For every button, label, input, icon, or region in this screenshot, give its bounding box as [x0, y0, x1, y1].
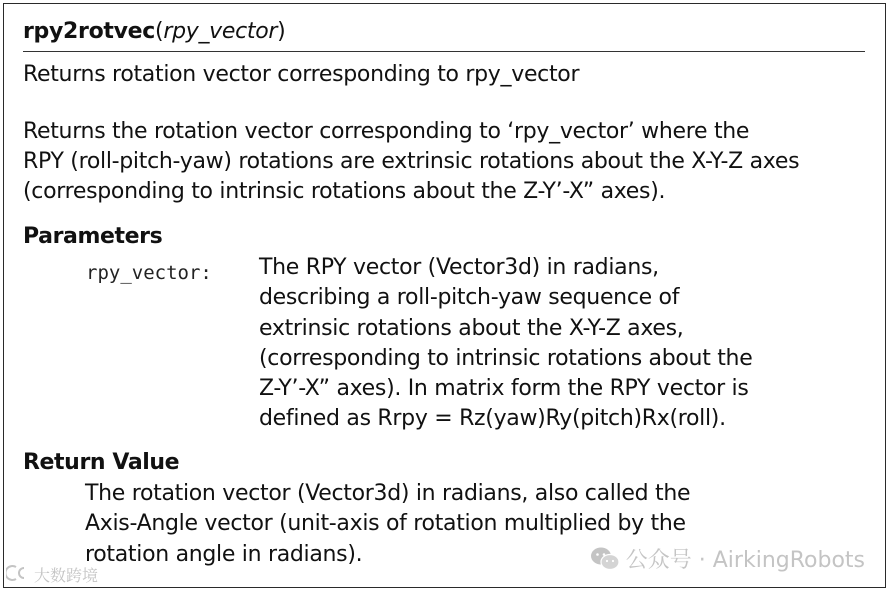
- parameters-heading: Parameters: [23, 224, 163, 249]
- parameter-name: rpy_vector:: [86, 262, 212, 284]
- parameter-description-line: Z-Y’-X” axes). In matrix form the RPY vector is: [259, 376, 749, 402]
- parameter-description-line: describing a roll-pitch-yaw sequence of: [259, 285, 680, 311]
- parameter-description-line: defined as Rrpy = Rz(yaw)Ry(pitch)Rx(roll).: [259, 406, 726, 432]
- return-description-line: Axis-Angle vector (unit-axis of rotation multiplied by the: [85, 511, 686, 537]
- watermark-left: [6, 563, 98, 586]
- function-argument: rpy_vector: [163, 19, 278, 44]
- signature-divider: [23, 51, 865, 52]
- parameter-description: [259, 253, 752, 435]
- return-description-line: The rotation vector (Vector3d) in radians, also called the: [85, 481, 691, 506]
- close-paren: ): [277, 19, 286, 44]
- description-line: (corresponding to intrinsic rotations about the Z-Y’-X” axes).: [23, 179, 666, 204]
- parameter-description-line: extrinsic rotations about the X-Y-Z axes,: [259, 315, 684, 341]
- description-line: Returns the rotation vector corresponding to ‘rpy_vector’ where the: [23, 119, 750, 144]
- function-signature: [23, 19, 285, 44]
- watermark-left-text: 大数跨境: [34, 566, 99, 585]
- return-description-line: rotation angle in radians).: [85, 541, 363, 567]
- watermark-logo-icon: [6, 564, 30, 586]
- watermark-right: [590, 543, 865, 574]
- function-name: rpy2rotvec: [23, 19, 156, 44]
- parameter-description-line: The RPY vector (Vector3d) in radians,: [259, 255, 659, 280]
- return-value-heading: Return Value: [23, 450, 180, 475]
- watermark-right-text: 公众号 · AirkingRobots: [625, 548, 865, 573]
- summary-text: Returns rotation vector corresponding to rpy_vector: [23, 62, 580, 87]
- open-paren: (: [155, 19, 164, 44]
- parameter-description-line: (corresponding to intrinsic rotations about the: [259, 345, 753, 371]
- wechat-icon: [590, 546, 620, 572]
- description-line: RPY (roll-pitch-yaw) rotations are extrinsic rotations about the X-Y-Z axes: [23, 149, 800, 174]
